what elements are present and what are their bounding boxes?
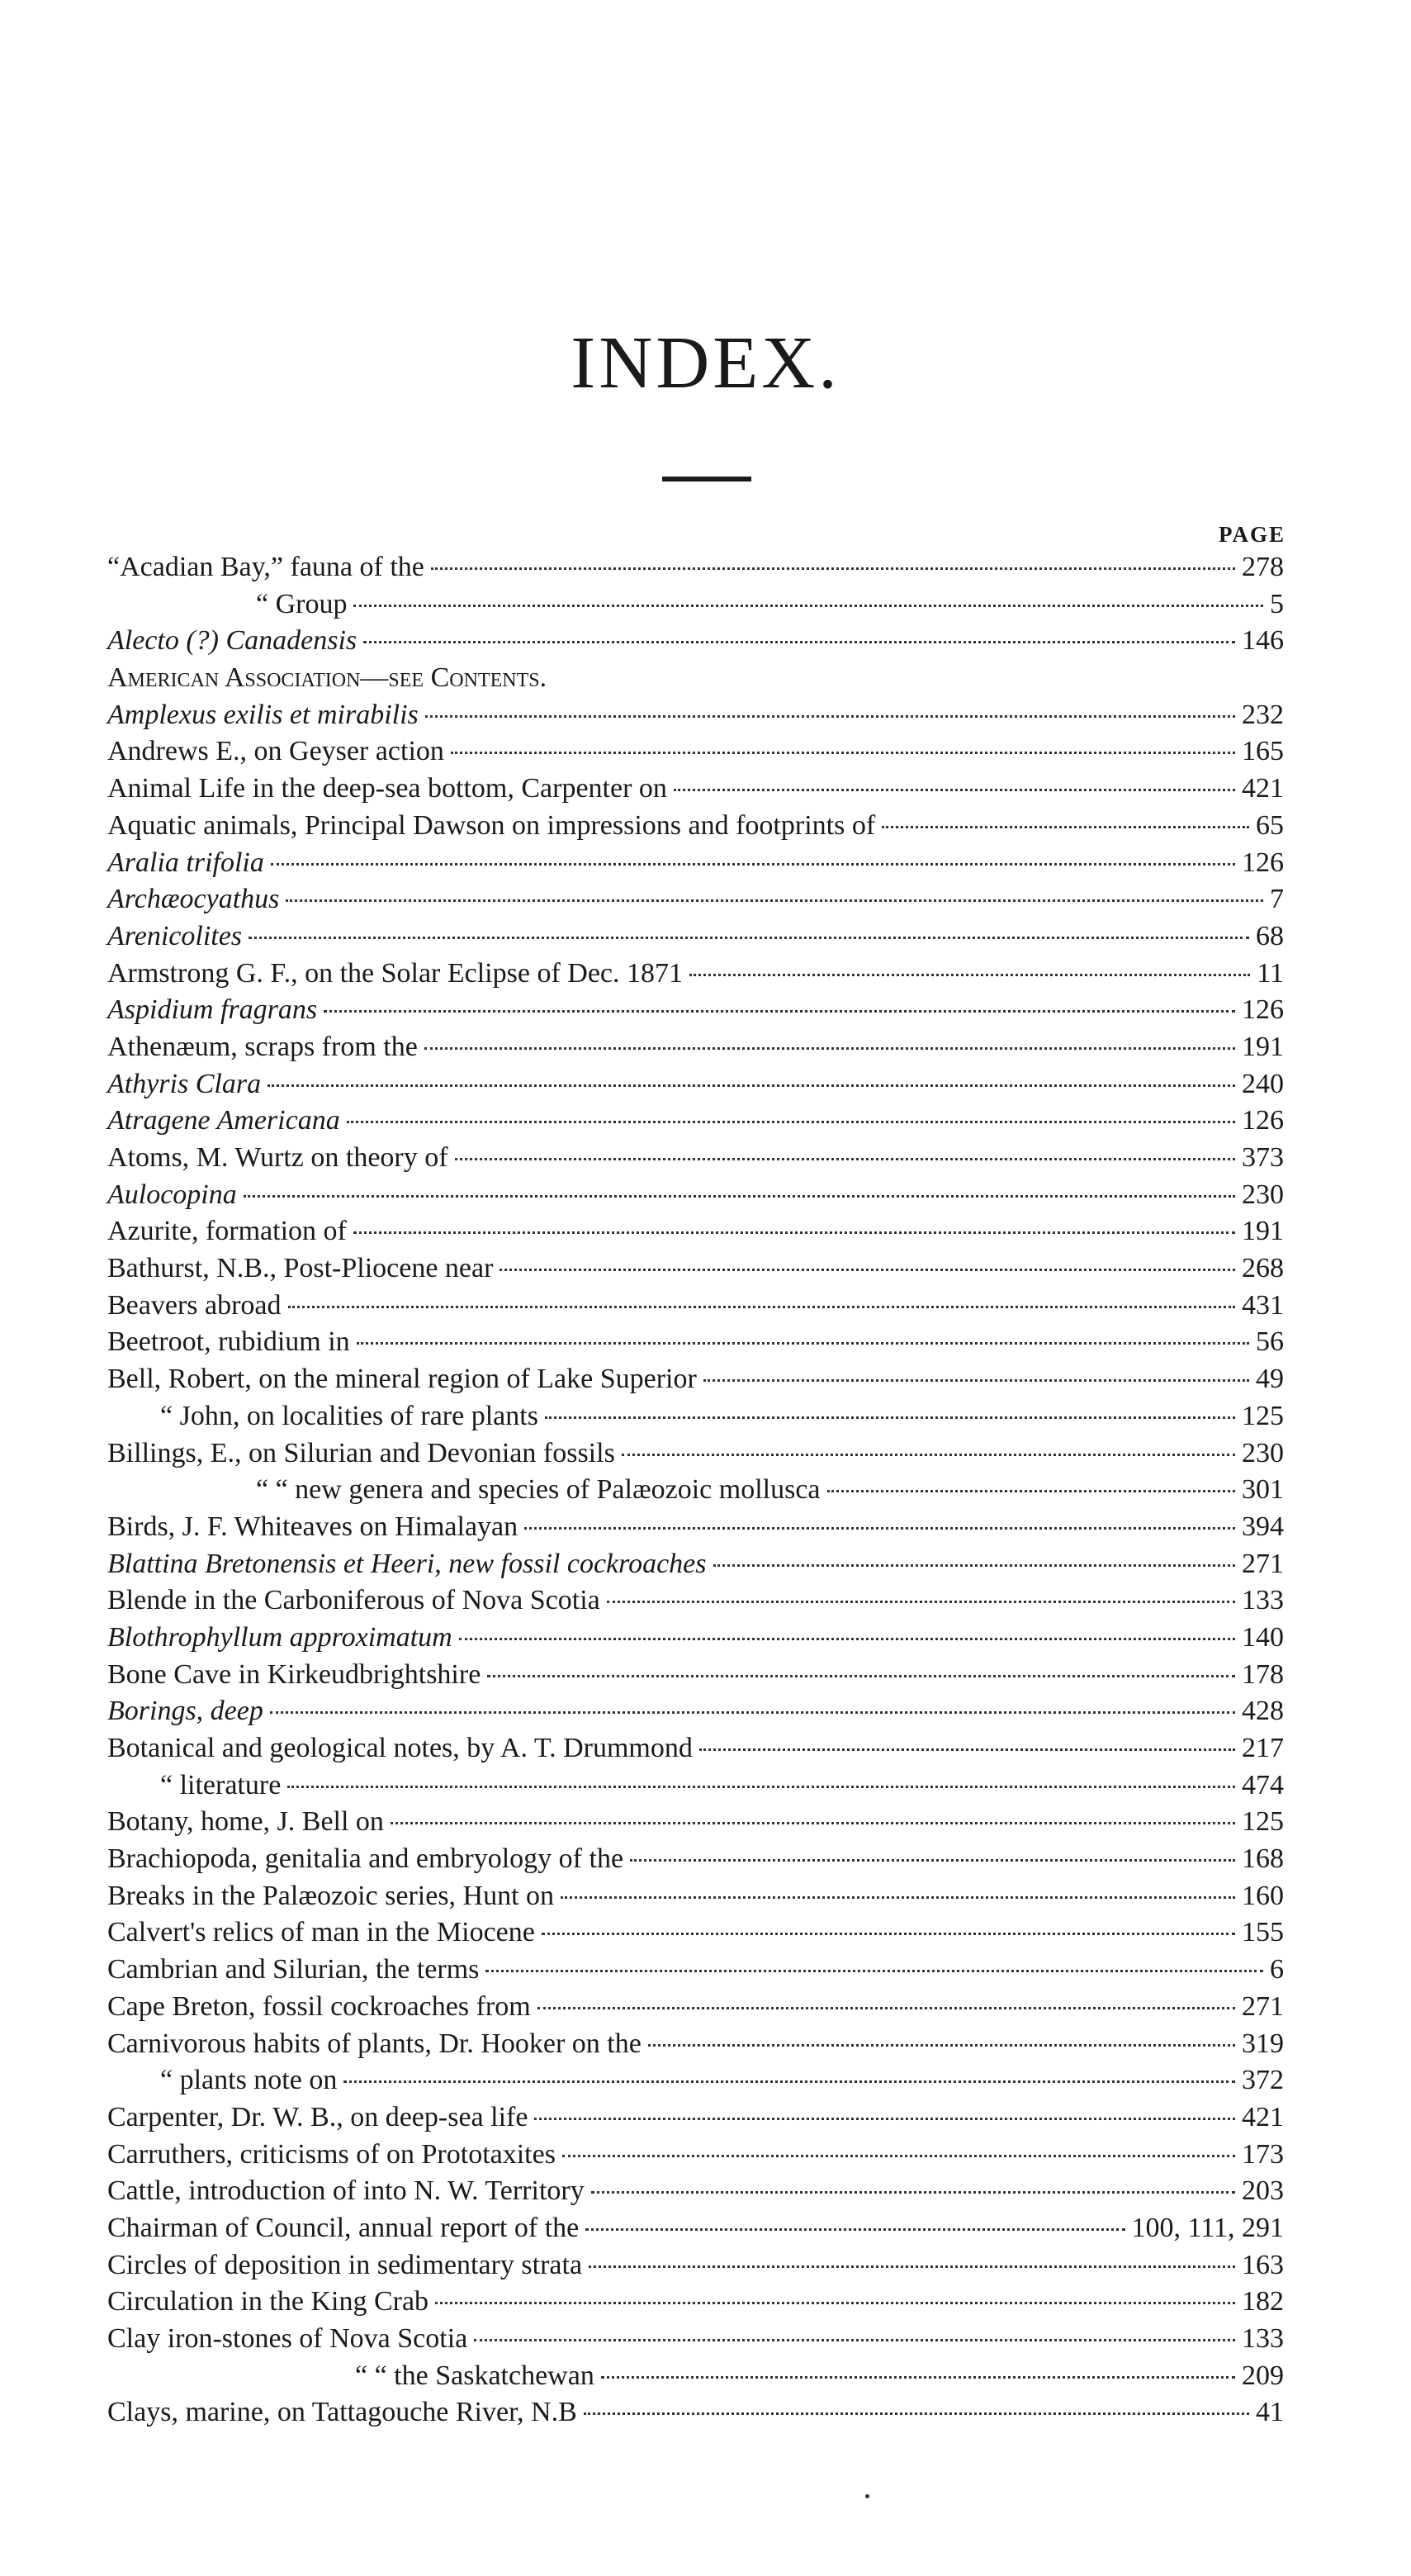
entry-page-number: 155	[1242, 1917, 1284, 1948]
entry-text: Athenæum, scraps from the	[107, 1031, 418, 1062]
entry-text: Beavers abroad	[107, 1289, 282, 1321]
index-entry	[107, 1881, 1284, 1918]
index-entry	[107, 2250, 1284, 2287]
entry-page-number: 173	[1242, 2138, 1284, 2170]
entry-page-number: 319	[1242, 2028, 1284, 2059]
index-entry	[107, 2175, 1284, 2213]
entry-text: Cattle, introduction of into N. W. Territory	[107, 2175, 585, 2207]
dot-leader	[591, 2191, 1235, 2194]
index-entry	[107, 1216, 1284, 1253]
entry-text: Clay iron-stones of Nova Scotia	[107, 2323, 468, 2354]
index-entry	[107, 1142, 1284, 1179]
index-entry	[107, 2397, 1284, 2434]
dot-leader	[485, 1970, 1263, 1972]
entry-page-number: 133	[1242, 2323, 1284, 2354]
dot-leader	[584, 2412, 1249, 2415]
index-entry	[107, 662, 1284, 700]
dot-leader	[287, 1786, 1235, 1788]
entry-text: “ literature	[160, 1769, 282, 1800]
entry-text: Archæocyathus	[107, 884, 280, 915]
index-entry	[107, 2213, 1284, 2250]
entry-page-number: 168	[1242, 1843, 1284, 1875]
index-entry	[107, 1843, 1284, 1881]
entry-page-number: 125	[1242, 1806, 1284, 1838]
index-entry	[107, 1585, 1284, 1622]
index-entry	[107, 1806, 1284, 1843]
dot-leader	[271, 863, 1235, 866]
entry-text: Bell, Robert, on the mineral region of Lake Superior	[107, 1364, 697, 1395]
entry-page-number: 5	[1270, 588, 1284, 619]
entry-text: Alecto (?) Canadensis	[107, 625, 357, 657]
index-entry	[107, 1770, 1284, 1807]
index-entry	[107, 1659, 1284, 1696]
dot-leader	[363, 641, 1235, 643]
entry-page-number: 232	[1242, 699, 1284, 730]
entry-text: Chairman of Council, annual report of the	[107, 2212, 580, 2243]
entry-page-number: 431	[1242, 1289, 1284, 1321]
entry-text: Beetroot, rubidium in	[107, 1326, 350, 1358]
index-entry	[107, 1696, 1284, 1733]
entry-page-number: 163	[1242, 2249, 1284, 2280]
entry-text: “ plants note on	[160, 2065, 338, 2096]
entry-text: Atragene Americana	[107, 1105, 340, 1136]
index-entry	[107, 884, 1284, 921]
index-entry	[107, 1474, 1284, 1511]
index-entry	[107, 1917, 1284, 1954]
index-entry	[107, 1954, 1284, 1991]
entry-page-number: 126	[1242, 994, 1284, 1026]
index-entry	[107, 921, 1284, 958]
dot-leader	[431, 567, 1235, 570]
title-rule	[662, 477, 751, 482]
entry-text: Azurite, formation of	[107, 1216, 347, 1247]
entry-page-number: 56	[1256, 1326, 1284, 1358]
dot-leader	[827, 1490, 1235, 1492]
entry-page-number: 240	[1242, 1068, 1284, 1099]
entry-page-number: 182	[1242, 2286, 1284, 2317]
entry-page-number: 428	[1242, 1696, 1284, 1727]
entry-page-number: 230	[1242, 1437, 1284, 1468]
index-entry	[107, 994, 1284, 1032]
entry-text: “Acadian Bay,” fauna of the	[107, 552, 424, 582]
entry-page-number: 230	[1242, 1179, 1284, 1210]
entry-text: Carruthers, criticisms of on Prototaxites	[107, 2138, 556, 2170]
entry-text: Armstrong G. F., on the Solar Eclipse of Dec. 1871	[107, 957, 683, 989]
entry-text: Calvert's relics of man in the Miocene	[107, 1917, 535, 1948]
entry-text: Athyris Clara	[107, 1068, 262, 1099]
dot-leader	[487, 1675, 1235, 1677]
entry-text: Amplexus exilis et mirabilis	[107, 699, 419, 730]
entry-page-number: 178	[1242, 1658, 1284, 1690]
dot-leader	[601, 2376, 1235, 2379]
entry-text: Atoms, M. Wurtz on theory of	[107, 1142, 448, 1173]
dot-leader	[542, 1933, 1235, 1935]
dot-leader	[630, 1859, 1235, 1862]
entry-page-number: 209	[1242, 2360, 1284, 2391]
entry-text: Carpenter, Dr. W. B., on deep-sea life	[107, 2101, 528, 2132]
dot-leader	[391, 1822, 1235, 1824]
entry-text: Borings, deep	[107, 1696, 263, 1727]
entry-page-number: 126	[1242, 847, 1284, 878]
entry-page-number: 146	[1242, 625, 1284, 657]
dot-leader	[324, 1010, 1235, 1013]
dot-leader	[288, 1306, 1235, 1308]
dot-leader	[524, 1527, 1235, 1530]
dot-leader	[353, 1231, 1235, 1234]
index-entry	[107, 2028, 1284, 2066]
index-entry	[107, 1290, 1284, 1327]
index-entry	[107, 1069, 1284, 1106]
entry-text: Brachiopoda, genitalia and embryology of the	[107, 1843, 624, 1875]
entry-text: Aspidium fragrans	[107, 994, 318, 1026]
index-entry	[107, 2360, 1284, 2398]
dot-leader	[713, 1564, 1235, 1567]
index-entry	[107, 2065, 1284, 2102]
dot-leader	[545, 1416, 1235, 1419]
dot-leader	[699, 1748, 1235, 1751]
index-entry	[107, 1364, 1284, 1401]
entry-text: Birds, J. F. Whiteaves on Himalayan	[107, 1511, 518, 1542]
dot-leader	[882, 826, 1249, 828]
index-entry	[107, 2323, 1284, 2360]
dot-leader	[622, 1454, 1235, 1456]
entry-text: “ Group	[256, 588, 348, 619]
entry-text: Animal Life in the deep-sea bottom, Carpenter on	[107, 773, 667, 804]
dot-leader	[343, 2080, 1235, 2083]
entry-page-number: 126	[1242, 1105, 1284, 1136]
index-entry	[107, 1032, 1284, 1069]
entry-text: American Association—see Contents.	[107, 662, 547, 694]
entry-page-number: 271	[1242, 1548, 1284, 1579]
entry-page-number: 140	[1242, 1621, 1284, 1653]
entry-page-number: 421	[1242, 2101, 1284, 2132]
dot-leader	[689, 974, 1250, 976]
page-mark	[865, 2494, 869, 2498]
entry-text: Botany, home, J. Bell on	[107, 1806, 384, 1838]
index-entry	[107, 589, 1284, 626]
index-entry	[107, 810, 1284, 847]
entry-page-number: 49	[1256, 1364, 1284, 1395]
index-entry	[107, 1401, 1284, 1438]
dot-leader	[244, 1195, 1235, 1198]
index-entry	[107, 958, 1284, 995]
index-entry	[107, 1622, 1284, 1659]
entry-page-number: 68	[1256, 920, 1284, 951]
entry-text: Clays, marine, on Tattagouche River, N.B	[107, 2397, 577, 2428]
index-entry	[107, 1733, 1284, 1770]
entry-page-number: 6	[1270, 1954, 1284, 1985]
dot-leader	[347, 1121, 1235, 1123]
entry-page-number: 191	[1242, 1031, 1284, 1062]
entry-page-number: 203	[1242, 2175, 1284, 2207]
dot-leader	[585, 2228, 1125, 2231]
dot-leader	[451, 752, 1235, 754]
dot-leader	[435, 2302, 1235, 2304]
index-entry	[107, 700, 1284, 737]
entry-page-number: 217	[1242, 1733, 1284, 1763]
dot-leader	[537, 2007, 1235, 2009]
dot-leader	[703, 1379, 1249, 1382]
index-entry	[107, 847, 1284, 885]
index-entry	[107, 736, 1284, 773]
dot-leader	[357, 1342, 1249, 1345]
index-entries	[107, 552, 1284, 2434]
entry-text: Aquatic animals, Principal Dawson on impressions and footprints of	[107, 809, 876, 841]
entry-text: “ John, on localities of rare plants	[160, 1400, 538, 1431]
entry-page-number: 7	[1270, 884, 1284, 915]
entry-page-number: 268	[1242, 1253, 1284, 1284]
entry-page-number: 11	[1257, 957, 1284, 989]
index-entry	[107, 2139, 1284, 2176]
entry-page-number: 421	[1242, 773, 1284, 804]
dot-leader	[562, 2155, 1235, 2157]
entry-page-number: 301	[1242, 1474, 1284, 1506]
entry-page-number: 278	[1242, 552, 1284, 582]
entry-page-number: 372	[1242, 2065, 1284, 2096]
entry-page-number: 394	[1242, 1511, 1284, 1542]
entry-text: Cape Breton, fossil cockroaches from	[107, 1990, 531, 2022]
index-entry	[107, 1253, 1284, 1290]
dot-leader	[500, 1269, 1235, 1271]
dot-leader	[249, 937, 1249, 939]
entry-text: “ “ new genera and species of Palæozoic mollusca	[256, 1474, 821, 1506]
entry-page-number: 165	[1242, 736, 1284, 767]
entry-page-number: 125	[1242, 1400, 1284, 1431]
index-entry	[107, 1326, 1284, 1364]
index-entry	[107, 552, 1284, 589]
index-entry	[107, 1105, 1284, 1142]
entry-text: Cambrian and Silurian, the terms	[107, 1954, 480, 1985]
index-entry	[107, 1179, 1284, 1217]
entry-text: Breaks in the Palæozoic series, Hunt on	[107, 1880, 555, 1911]
entry-text: “ “ the Saskatchewan	[355, 2360, 594, 2391]
index-entry	[107, 2286, 1284, 2323]
page-title: INDEX.	[571, 322, 840, 404]
entry-text: Blothrophyllum approximatum	[107, 1621, 452, 1653]
entry-text: Carnivorous habits of plants, Dr. Hooker on the	[107, 2028, 642, 2059]
index-entry	[107, 625, 1284, 662]
entry-page-number: 373	[1242, 1142, 1284, 1173]
entry-page-number: 100, 111, 291	[1131, 2212, 1284, 2243]
index-entry	[107, 1991, 1284, 2028]
entry-text: Arenicolites	[107, 920, 243, 951]
dot-leader	[270, 1711, 1235, 1714]
entry-text: Blende in the Carboniferous of Nova Scotia	[107, 1585, 600, 1616]
dot-leader	[474, 2339, 1235, 2341]
dot-leader	[607, 1601, 1235, 1603]
dot-leader	[353, 605, 1263, 607]
entry-text: Aralia trifolia	[107, 847, 264, 878]
entry-page-number: 65	[1256, 809, 1284, 841]
dot-leader	[425, 715, 1235, 718]
entry-page-number: 160	[1242, 1880, 1284, 1911]
entry-text: Circles of deposition in sedimentary strata	[107, 2249, 583, 2280]
entry-page-number: 191	[1242, 1216, 1284, 1247]
entry-page-number: 41	[1256, 2397, 1284, 2428]
page-column-header: PAGE	[1219, 522, 1286, 547]
entry-text: Bathurst, N.B., Post-Pliocene near	[107, 1253, 494, 1284]
entry-page-number: 133	[1242, 1585, 1284, 1616]
dot-leader	[268, 1084, 1235, 1087]
index-entry	[107, 773, 1284, 810]
dot-leader	[534, 2118, 1235, 2120]
entry-text: Aulocopina	[107, 1179, 237, 1210]
index-entry	[107, 2102, 1284, 2139]
entry-text: Blattina Bretonensis et Heeri, new fossil cockroaches	[107, 1548, 707, 1579]
index-entry	[107, 1511, 1284, 1549]
dot-leader	[648, 2044, 1235, 2047]
entry-page-number: 474	[1242, 1769, 1284, 1800]
entry-text: Botanical and geological notes, by A. T. Drummond	[107, 1733, 693, 1763]
entry-text: Andrews E., on Geyser action	[107, 736, 444, 767]
dot-leader	[674, 789, 1235, 791]
dot-leader	[455, 1158, 1235, 1160]
dot-leader	[459, 1638, 1235, 1640]
dot-leader	[561, 1896, 1235, 1899]
entry-page-number: 271	[1242, 1990, 1284, 2022]
entry-text: Billings, E., on Silurian and Devonian fossils	[107, 1437, 615, 1468]
index-entry	[107, 1438, 1284, 1475]
dot-leader	[424, 1047, 1235, 1050]
entry-text: Circulation in the King Crab	[107, 2286, 429, 2317]
index-entry	[107, 1549, 1284, 1586]
dot-leader	[589, 2265, 1235, 2268]
dot-leader	[286, 899, 1263, 902]
entry-text: Bone Cave in Kirkeudbrightshire	[107, 1658, 481, 1690]
